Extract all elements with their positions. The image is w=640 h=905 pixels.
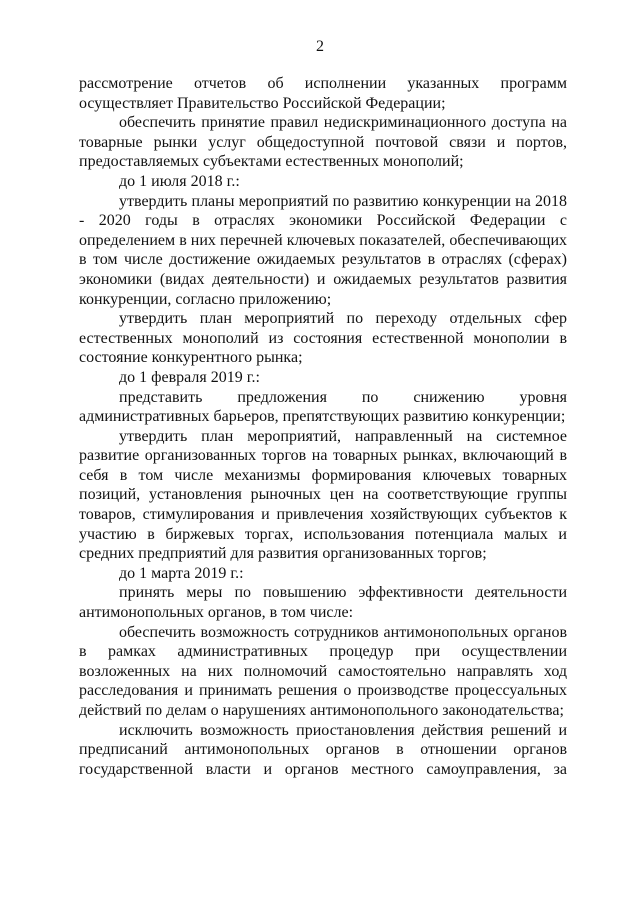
- paragraph-organized-trading: утвердить план мероприятий, направленный на системное развитие организованных торгов на товарных рынках, включающий в себя в том числе механизмы формирования ключевых товарных позиций, установления рыночных цен на соответствующие группы товаров, стимулирования и привлечения хозяйствующих субъектов к участию в биржевых торгах, использования потенциала малых и средних предприятий для развития организованных торгов;: [79, 427, 567, 563]
- paragraph-antimonopoly-efficiency: принять меры по повышению эффективности деятельности антимонопольных органов, в том числе:: [79, 584, 567, 622]
- paragraph-continuation: рассмотрение отчетов об исполнении указанных программ осуществляет Правительство Российской Федерации;: [79, 75, 567, 112]
- paragraph-antimonopoly-staff: обеспечить возможность сотрудников антимонопольных органов в рамках административных процедур при осуществлении возложенных на них полномочий самостоятельно направлять ход расследования и принимать решения о производстве процессуальных действий по делам о нарушениях антимонопольного законодательства;: [79, 623, 567, 719]
- paragraph-deadline-march-2019: до 1 марта 2019 г.:: [119, 564, 244, 582]
- paragraph-suspension-of-decisions: исключить возможность приостановления действия решений и предписаний антимонопольных органов в отношении органов государственной власти и органов местного самоуправления, за: [79, 721, 567, 778]
- paragraph-competition-plans: утвердить планы мероприятий по развитию конкуренции на 2018 - 2020 годы в отраслях экономики Российской Федерации с определением в них перечней ключевых показателей, обеспечивающих в том числе достижение ожидаемых результатов в отраслях (сферах) экономики (видах деятельности) и ожидаемых результатов развития конкуренции, согласно приложению;: [79, 192, 567, 308]
- page-number: 2: [316, 38, 324, 55]
- paragraph-natural-monopolies-plan: утвердить план мероприятий по переходу отдельных сфер естественных монополий из состояния естественной монополии в состояние конкурентного рынка;: [79, 310, 567, 367]
- document-body: [79, 74, 567, 779]
- paragraph-administrative-barriers: представить предложения по снижению уровня административных барьеров, препятствующих развитию конкуренции;: [79, 388, 567, 426]
- paragraph-deadline-february-2019: до 1 февраля 2019 г.:: [119, 368, 260, 386]
- paragraph-deadline-july-2018: до 1 июля 2018 г.:: [119, 172, 240, 190]
- paragraph-postal-ports-access: обеспечить принятие правил недискриминационного доступа на товарные рынки услуг общедоступной почтовой связи и портов, предоставляемых субъектами естественных монополий;: [79, 114, 567, 171]
